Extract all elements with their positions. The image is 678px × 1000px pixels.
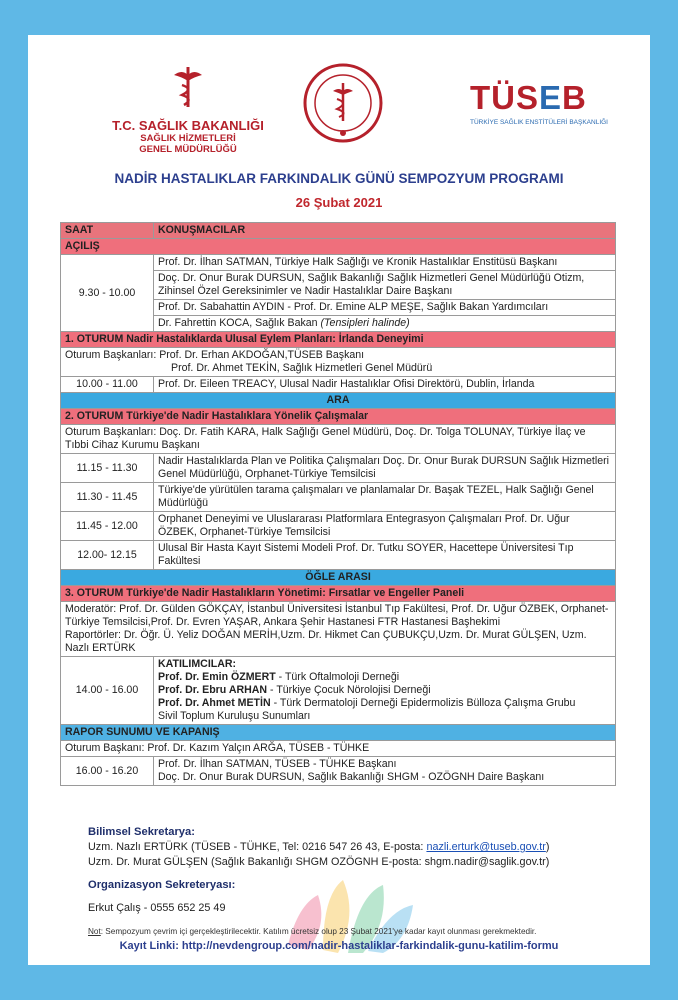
participant-3-name: Prof. Dr. Ahmet METİN: [158, 697, 271, 709]
participant-1-name: Prof. Dr. Emin ÖZMERT: [158, 671, 276, 683]
ministry-logo: [108, 65, 268, 155]
session-2-title: 2. OTURUM Türkiye'de Nadir Hastalıklara Yönelik Çalışmalar: [61, 409, 616, 425]
lunch-break-row: [61, 570, 616, 586]
participant-2: [158, 684, 611, 697]
table-row: [61, 425, 616, 454]
opening-time: 9.30 - 10.00: [61, 255, 154, 332]
opening-speaker-4-note: (Tensipleri halinde): [320, 317, 410, 329]
opening-speaker-2: Doç. Dr. Onur Burak DURSUN, Sağlık Bakanlığı Sağlık Hizmetleri Genel Müdürlüğü Otizm, Zihinsel Özel Gereksinimler ve Nadir Hastalıklar Daire Başkanı: [154, 271, 616, 300]
poster-page: [28, 35, 650, 965]
session-1-speaker: Prof. Dr. Eileen TREACY, Ulusal Nadir Hastalıklar Ofisi Direktörü, Dublin, İrlanda: [154, 377, 616, 393]
sci-line1-pre: Uzm. Nazlı ERTÜRK (TÜSEB - TÜHKE, Tel: 0216 547 26 43, E-posta:: [88, 841, 427, 853]
session-1-chairs: [61, 348, 616, 377]
email-link[interactable]: nazli.erturk@tuseb.gov.tr: [426, 841, 546, 853]
report-speaker-1: Prof. Dr. İlhan SATMAN, TÜSEB - TÜHKE Başkanı: [158, 758, 397, 770]
tuseb-wordmark: [470, 79, 630, 117]
participant-1: [158, 671, 611, 684]
report-speakers: [154, 757, 616, 786]
session-2-row: [61, 409, 616, 425]
opening-speaker-4-text: Dr. Fahrettin KOCA, Sağlık Bakan: [158, 317, 318, 329]
note-line: [88, 924, 648, 939]
session-2-time-2: 11.30 - 11.45: [61, 483, 154, 512]
sci-line1-post: ): [545, 841, 550, 853]
participant-3-org: - Türk Dermatoloji Derneği Epidermolizis Bülloza Çalışma Grubu: [270, 697, 576, 709]
table-row: [61, 741, 616, 757]
session-3-title: 3. OTURUM Türkiye'de Nadir Hastalıkların Yönetimi: Fırsatlar ve Engeller Paneli: [61, 586, 616, 602]
opening-speaker-1: Prof. Dr. İlhan SATMAN, Türkiye Halk Sağlığı ve Kronik Hastalıklar Enstitüsü Başkanı: [154, 255, 616, 271]
session-2-time-1: 11.15 - 11.30: [61, 454, 154, 483]
session-2-talk-3: Orphanet Deneyimi ve Uluslararası Platformlara Entegrasyon Çalışmaları Prof. Dr. Uğur ÖZBEK, Orphanet-Türkiye Temsilcisi: [154, 512, 616, 541]
tuseb-word-a: TÜS: [470, 79, 539, 116]
table-row: [61, 348, 616, 377]
note-label: Not: [88, 927, 101, 936]
schedule-table: [60, 222, 616, 786]
participant-2-org: - Türkiye Çocuk Nörolojisi Derneği: [267, 684, 431, 696]
table-row: [61, 657, 616, 725]
ministry-seal-icon: [303, 63, 383, 143]
participant-3: [158, 697, 611, 710]
report-time: 16.00 - 16.20: [61, 757, 154, 786]
scientific-secretariat-line-1: [88, 840, 648, 855]
session-1-chair-1: Oturum Başkanları: Prof. Dr. Erhan AKDOĞAN,TÜSEB Başkanı: [65, 349, 365, 361]
session-3-time: 14.00 - 16.00: [61, 657, 154, 725]
tuseb-word-b: E: [539, 79, 563, 116]
break-label: ARA: [61, 393, 616, 409]
session-1-chair-2: Prof. Dr. Ahmet TEKİN, Sağlık Hizmetleri Genel Müdürü: [171, 362, 433, 374]
tuseb-logo: [470, 79, 630, 126]
table-row: [61, 541, 616, 570]
lunch-break-label: ÖĞLE ARASI: [61, 570, 616, 586]
participant-1-org: - Türk Oftalmoloji Derneği: [275, 671, 400, 683]
session-2-chairs: Oturum Başkanları: Doç. Dr. Fatih KARA, Halk Sağlığı Genel Müdürü, Doç. Dr. Tolga TOLUNAY, Türkiye İlaç ve Tıbbi Cihaz Kurumu Başkanı: [61, 425, 616, 454]
table-row: [61, 602, 616, 657]
organization-secretariat-line: Erkut Çalış - 0555 652 25 49: [88, 902, 226, 914]
session-2-time-3: 11.45 - 12.00: [61, 512, 154, 541]
table-row: [61, 483, 616, 512]
session-1-time: 10.00 - 11.00: [61, 377, 154, 393]
registration-link[interactable]: Kayıt Linki: http://nevdengroup.com/nadir-hastaliklar-farkindalik-gunu-katilim-formu: [119, 940, 559, 952]
ministry-subtitle-1: SAĞLIK HİZMETLERİ: [140, 133, 236, 144]
report-row: [61, 725, 616, 741]
opening-title: AÇILIŞ: [61, 239, 616, 255]
session-3-moderators: Moderatör: Prof. Dr. Gülden GÖKÇAY, İstanbul Üniversitesi İstanbul Tıp Fakültesi, Prof. Dr. Uğur ÖZBEK, Orphanet-Türkiye Temsilcisi,Prof. Dr. Evren YAŞAR, Ankara Şehir Hastanesi FTR Hastanesi Başhekimi: [65, 603, 609, 628]
session-2-talk-2: Türkiye'de yürütülen tarama çalışmaları ve planlamalar Dr. Başak TEZEL, Halk Sağlığı Genel Müdürlüğü: [154, 483, 616, 512]
table-row: [61, 454, 616, 483]
organization-secretariat-label: Organizasyon Sekreteryası:: [88, 879, 236, 891]
civil-society-presentations: Sivil Toplum Kuruluşu Sunumları: [158, 710, 311, 722]
ministry-title: T.C. SAĞLIK BAKANLIĞI: [112, 118, 264, 133]
opening-speaker-4: [154, 316, 616, 332]
header-speakers: KONUŞMACILAR: [154, 223, 616, 239]
ministry-subtitle-2: GENEL MÜDÜRLÜĞÜ: [139, 144, 237, 155]
session-1-row: [61, 332, 616, 348]
session-2-time-4: 12.00- 12.15: [61, 541, 154, 570]
logo-header: [28, 35, 650, 165]
session-3-moderators-cell: [61, 602, 616, 657]
tuseb-word-c: B: [562, 79, 587, 116]
report-speaker-2: Doç. Dr. Onur Burak DURSUN, Sağlık Bakanlığı SHGM - OZÖGNH Daire Başkanı: [158, 771, 545, 783]
report-title: RAPOR SUNUMU VE KAPANIŞ: [61, 725, 616, 741]
header-time: SAAT: [61, 223, 154, 239]
scientific-secretariat-line-2: Uzm. Dr. Murat GÜLŞEN (Sağlık Bakanlığı SHGM OZÖGNH E-posta: shgm.nadir@saglik.gov.tr): [88, 856, 550, 868]
caduceus-icon: [168, 65, 208, 109]
table-row: [61, 757, 616, 786]
session-2-talk-1: Nadir Hastalıklarda Plan ve Politika Çalışmaları Doç. Dr. Onur Burak DURSUN Sağlık Hizmetleri Genel Müdürlüğü, Orphanet-Türkiye Temsilcisi: [154, 454, 616, 483]
participant-2-name: Prof. Dr. Ebru ARHAN: [158, 684, 268, 696]
session-3-participants: [154, 657, 616, 725]
session-3-reporters: Raportörler: Dr. Öğr. Ü. Yeliz DOĞAN MERİH,Uzm. Dr. Hikmet Can ÇUBUKÇU,Uzm. Dr. Murat GÜLŞEN, Uzm. Nazlı ERTÜRK: [65, 629, 587, 654]
table-row: [61, 512, 616, 541]
footer-info: [88, 825, 648, 939]
session-2-talk-4: Ulusal Bir Hasta Kayıt Sistemi Modeli Prof. Dr. Tutku SOYER, Hacettepe Üniversitesi Tıp Fakültesi: [154, 541, 616, 570]
session-1-title: 1. OTURUM Nadir Hastalıklarda Ulusal Eylem Planları: İrlanda Deneyimi: [61, 332, 616, 348]
opening-row: [61, 239, 616, 255]
program-title: NADİR HASTALIKLAR FARKINDALIK GÜNÜ SEMPOZYUM PROGRAMI: [114, 171, 564, 186]
scientific-secretariat-label: Bilimsel Sekretarya:: [88, 826, 195, 838]
opening-speaker-3: Prof. Dr. Sabahattin AYDIN - Prof. Dr. Emine ALP MEŞE, Sağlık Bakan Yardımcıları: [154, 300, 616, 316]
report-chair: Oturum Başkanı: Prof. Dr. Kazım Yalçın ARĞA, TÜSEB - TÜHKE: [61, 741, 616, 757]
table-header-row: [61, 223, 616, 239]
tuseb-subtitle: TÜRKİYE SAĞLIK ENSTİTÜLERİ BAŞKANLIĞI: [470, 119, 608, 126]
table-row: [61, 377, 616, 393]
program-date: 26 Şubat 2021: [295, 195, 383, 210]
break-row: [61, 393, 616, 409]
session-3-row: [61, 586, 616, 602]
note-text: : Sempozyum çevrim içi gerçekleştirilecektir. Katılım ücretsiz olup 23 Şubat 2021'ye kadar kayıt olunması gerekmektedir.: [100, 927, 537, 936]
table-row: [61, 255, 616, 271]
participants-label: KATILIMCILAR:: [158, 658, 237, 670]
